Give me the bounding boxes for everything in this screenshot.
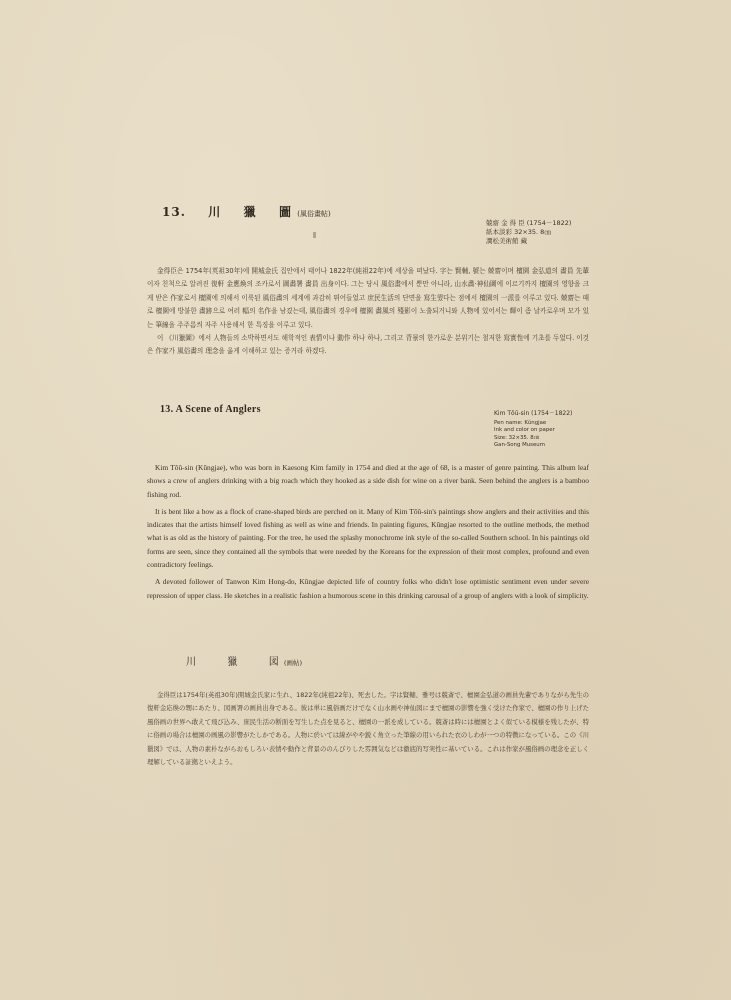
paragraph: 金得臣は1754年(英祖30年)開城金氏家に生れ、1822年(純祖22年)、死去した。字は賢輔、雅号は兢斎で、檀園金弘道の画員先輩でありながら先生の復軒金応煥の甥にあたり、図画署の画員出身である。彼は単に風俗画だけでなく山水画や神仙図にまで檀園の影響を強く受けた作家で、檀園の作り上げた風俗画の世界へ敢えて飛び込み、庶民生活の断面を写生した点を見ると、檀園の一派を成している。兢斎は時には檀園とよく似ている模様を残したが、特に俗画の場合は檀園の画風の影響がたしかである。人物に於いては線がやや鋭く角立った筆線の用いられた衣のしわが一つの特徴になっている。この《川獵図》では、人物の素朴ながらおもしろい表情や動作と背景ののんびりした雰囲気などは徹底的写実性に基いている。これは作家が風俗画の理念を正しく理解している証拠といえよう。 (147, 691, 589, 767)
korean-title (162, 203, 331, 220)
medium-size-line: 紙本淡彩 32×35. 8㎝ (486, 228, 551, 236)
title-subtitle: (風俗畫帖) (297, 210, 331, 218)
collection-line: 澗松美術館 藏 (486, 237, 528, 245)
title-number: 13. (162, 205, 186, 219)
pen-name-line: Pen name: Kŭngjae (494, 419, 547, 426)
title-char: 獵 (227, 657, 239, 668)
title-char: 図 (268, 657, 280, 668)
paragraph: 金得臣은 1754年(英祖30年)에 開城金氏 집안에서 태어나 1822年(純祖22年)에 세상을 떠났다. 字는 賢輔, 號는 兢齋이며 檀園 金弘道의 畵員 先輩이자 친척으로 알려진 復軒 金應煥의 조카로서 圖畵署 畵員 出身이다. 그는 당시 風俗畫에서 뿐만 아니라, 山水畵·神仙圖에 이르기까지 檀園의 영향을 크게 받은 作家로서 檀園에 의해서 이룩된 風俗畵의 세계에 과감히 뛰어들었고 庶民生活의 단면을 寫生했다는 점에서 檀園의 一派를 이루고 있다. 兢齋는 때로 檀園에 방불한 畵跡으로 여러 幅의 名作을 남겼는데, 風俗畵의 경우에 檀園 畵風의 殘影이 노출되거니와 人物에 있어서는 輝이 좀 날카로우며 모가 있는 筆線을 주주름씌 자주 사용해서 한 특징을 이루고 있다. (147, 267, 589, 329)
collection-line: Gan-Song Museum (494, 442, 545, 449)
english-artwork-info (494, 410, 572, 450)
korean-artwork-info (486, 219, 571, 246)
paragraph: A devoted follower of Tanwon Kim Hong-do, Kŭngjae depicted life of country folks who didn't lose optimistic sentiment even under severe repression of upper class. He sketches in a realistic fashion a humorous scene in this drinking carousal of a group of anglers with a look of simplicity. (147, 577, 589, 600)
artist-line: Kim Tŏŭ-sin (1754－1822) (494, 410, 573, 417)
medium-line: Ink and color on paper (494, 427, 555, 434)
title-char: 圖 (279, 205, 293, 219)
print-mark (313, 232, 316, 238)
title-char: 獵 (243, 205, 257, 219)
korean-body (147, 265, 589, 359)
paragraph: 이 《川獵圖》에서 人物들의 소박하면서도 해학적인 表情이나 動作 하나 하나, 그리고 背景의 한가로운 분위기는 철저한 寫實性에 기초를 두었다. 이것은 作家가 風俗畵의 理念을 옳게 이해하고 있는 증거라 하겠다. (147, 334, 589, 356)
english-body (147, 461, 589, 606)
artist-line: 兢齋 金 得 臣 (1754－1822) (486, 219, 572, 227)
size-line: Size: 32×35. 8㎝ (494, 434, 540, 441)
paragraph: Kim Tŏŭ-sin (Kŭngjae), who was born in Kaesong Kim family in 1754 and died at the age of 68, is a master of genre painting. This album leaf shows a crew of anglers drinking with a big roach which they hooked as a side dish for wine on a river bank. Seen behind the anglers is a bamboo fishing rod. (147, 463, 589, 499)
title-char: 川 (186, 657, 197, 668)
title-subtitle: (画帖) (283, 659, 303, 667)
paragraph: It is bent like a bow as a flock of crane-shaped birds are perched on it. Many of Kim Tŏŭ-sin's paintings show anglers and their activities and this indicates that the artists himself loved fishing as well as wine and friends. In painting figures, Kŭngjae resorted to the outline methods, the method what is as old as the history of painting. For the tree, he used the splashy monochrome ink style of the so-called Southern school. In his paintings old forms are seen, since they contained all the symbols that were needed by the Koreans for the expression of their most complex, profound and even contradictory feelings. (147, 506, 589, 570)
japanese-body (147, 689, 589, 769)
english-title: 13. A Scene of Anglers (160, 404, 261, 415)
title-char: 川 (208, 205, 222, 219)
japanese-title (186, 653, 302, 668)
